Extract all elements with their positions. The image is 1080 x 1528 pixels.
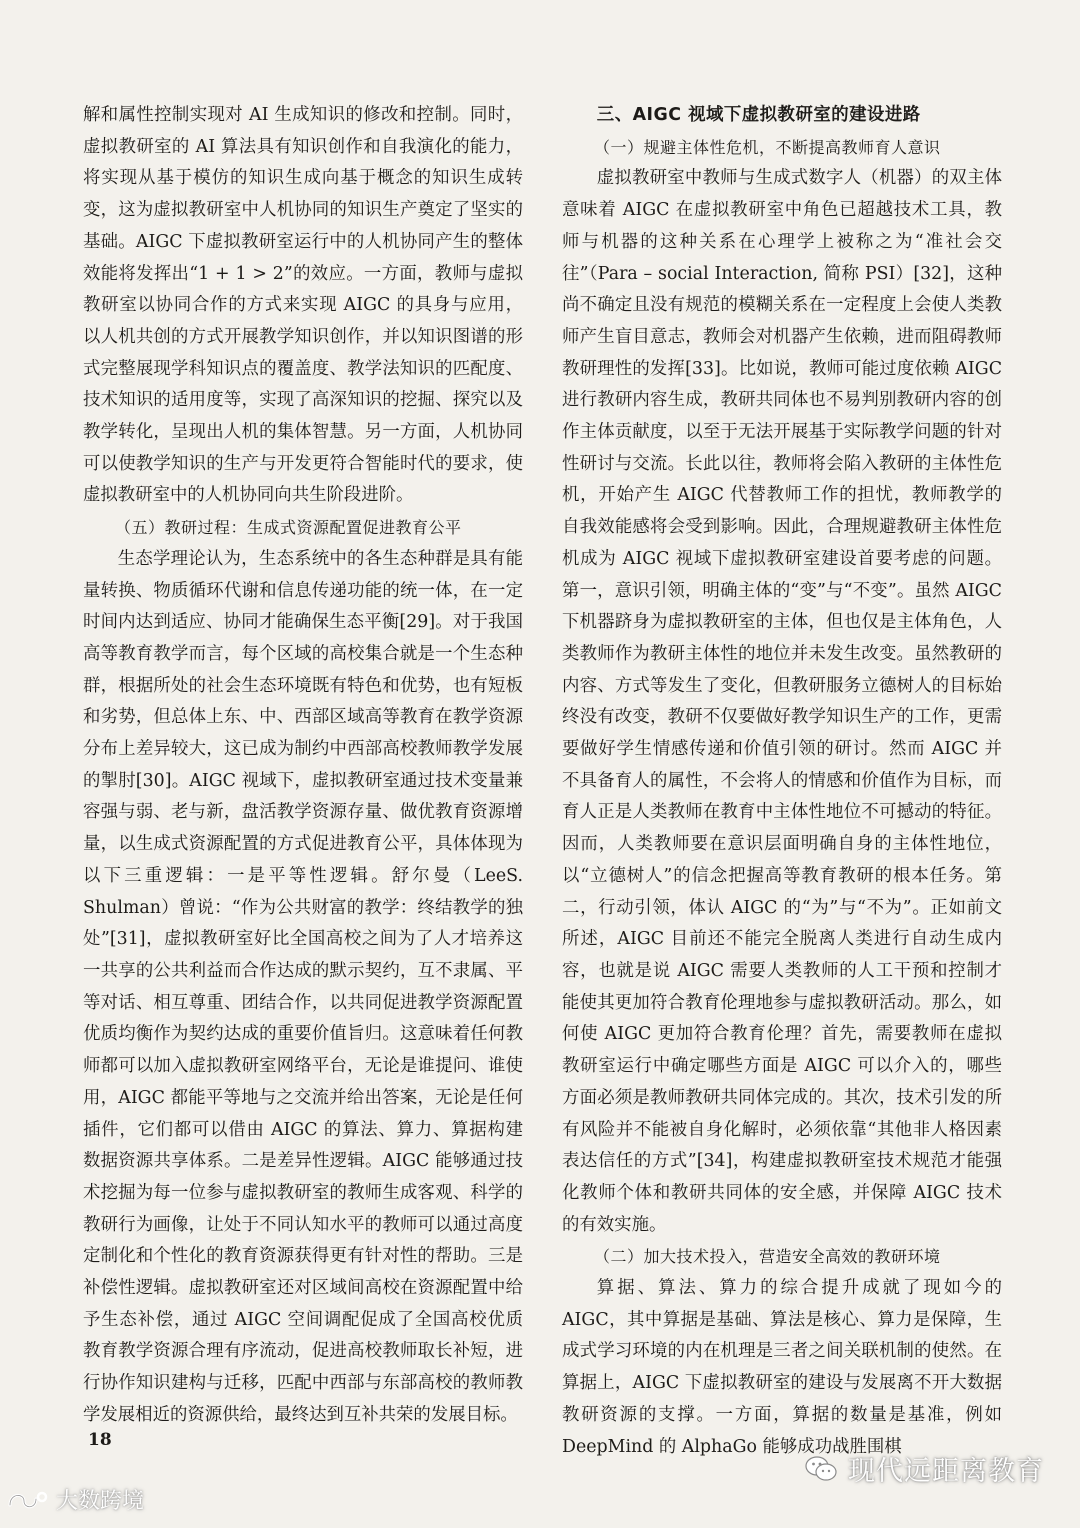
wechat-icon <box>804 1454 838 1484</box>
watermark-text: 大数跨境 <box>56 1489 145 1514</box>
section-heading: 三、AIGC 视域下虚拟教研室的建设进路 <box>596 105 921 125</box>
page-number: 18 <box>88 1430 112 1450</box>
section-subheading: （五）教研过程：生成式资源配置促进教育公平 <box>115 518 462 538</box>
section-subheading: （二）加大技术投入，营造安全高效的教研环境 <box>594 1247 941 1267</box>
left-column <box>83 100 523 1432</box>
section-subheading: （一）规避主体性危机，不断提高教师育人意识 <box>594 137 941 157</box>
paragraph: 解和属性控制实现对 AI 生成知识的修改和控制。同时，虚拟教研室的 AI 算法具有知识创作和自我演化的能力，将实现从基于模仿的知识生成向基于概念的知识生成转变，这为虚拟教研室中人机协同的知识生产奠定了坚实的基础。AIGC 下虚拟教研室运行中的人机协同产生的整体效能将发挥出“1 + 1 > 2”的效应。一方面，教师与虚拟教研室以协同合作的方式来实现 AIGC 的具身与应用，以人机共创的方式开展教学知识创作，并以知识图谱的形式完整展现学科知识点的覆盖度、教学法知识的匹配度、技术知识的适用度等，实现了高深知识的挖掘、探究以及教学转化，呈现出人机的集体智慧。另一方面，人机协同可以使教学知识的生产与开发更符合智能时代的要求，使虚拟教研室中的人机协同向共生阶段进阶。 <box>83 105 523 506</box>
brand-logo-icon <box>6 1487 50 1513</box>
watermark-text: 现代远距离教育 <box>848 1456 1044 1487</box>
wechat-watermark <box>804 1449 1044 1488</box>
paragraph: 虚拟教研室中教师与生成式数字人（机器）的双主体意味着 AIGC 在虚拟教研室中角色已超越技术工具，教师与机器的这种关系在心理学上被称之为“准社会交往”（Para – social Interaction, 简称 PSI）[32]，这种尚不确定且没有规范的模糊关系在一定程度上会使人类教师产生盲目意志，教师会对机器产生依赖，进而阻碍教师教研理性的发挥[33]。比如说，教师可能过度依赖 AIGC 进行教研内容生成，教研共同体也不易判别教研内容的创作主体贡献度，以至于无法开展基于实际教学问题的针对性研讨与交流。长此以往，教师将会陷入教研的主体性危机，开始产生 AIGC 代替教师工作的担忧，教师教学的自我效能感将会受到影响。因此，合理规避教研主体性危机成为 AIGC 视域下虚拟教研室建设首要考虑的问题。第一，意识引领，明确主体的“变”与“不变”。虽然 AIGC 下机器跻身为虚拟教研室的主体，但也仅是主体角色，人类教师作为教研主体性的地位并未发生改变。虽然教研的内容、方式等发生了变化，但教研服务立德树人的目标始终没有改变，教研不仅要做好教学知识生产的工作，更需要做好学生情感传递和价值引领的研讨。然而 AIGC 并不具备育人的属性，不会将人的情感和价值作为目标，而育人正是人类教师在教育中主体性地位不可撼动的特征。因而，人类教师要在意识层面明确自身的主体性地位，以“立德树人”的信念把握高等教育教研的根本任务。第二，行动引领，体认 AIGC 的“为”与“不为”。正如前文所述，AIGC 目前还不能完全脱离人类进行自动生成内容，也就是说 AIGC 需要人类教师的人工干预和控制才能使其更加符合教育伦理地参与虚拟教研活动。那么，如何使 AIGC 更加符合教育伦理？首先，需要教师在虚拟教研室运行中确定哪些方面是 AIGC 可以介入的，哪些方面必须是教师教研共同体完成的。其次，技术引发的所有风险并不能被自身化解时，必须依靠“其他非人格因素表达信任的方式”[34]，构建虚拟教研室技术规范才能强化教师个体和教研共同体的安全感，并保障 AIGC 技术的有效实施。 <box>562 168 1002 1235</box>
right-column <box>562 100 1002 1463</box>
brand-watermark <box>6 1484 144 1515</box>
paragraph: 生态学理论认为，生态系统中的各生态种群是具有能量转换、物质循环代谢和信息传递功能的统一体，在一定时间内达到适应、协同才能确保生态平衡[29]。对于我国高等教育教学而言，每个区域的高校集合就是一个生态种群，根据所处的社会生态环境既有特色和优势，也有短板和劣势，但总体上东、中、西部区域高等教育在教学资源分布上差异较大，这已成为制约中西部高校教师教学发展的掣肘[30]。AIGC 视域下，虚拟教研室通过技术变量兼容强与弱、老与新，盘活教学资源存量、做优教育资源增量，以生成式资源配置的方式促进教育公平，具体体现为以下三重逻辑：一是平等性逻辑。舒尔曼（LeeS. Shulman）曾说：“作为公共财富的教学：终结教学的独处”[31]，虚拟教研室好比全国高校之间为了人才培养这一共享的公共利益而合作达成的默示契约，互不隶属、平等对话、相互尊重、团结合作，以共同促进教学资源配置优质均衡作为契约达成的重要价值旨归。这意味着任何教师都可以加入虚拟教研室网络平台，无论是谁提问、谁使用，AIGC 都能平等地与之交流并给出答案，无论是任何插件，它们都可以借由 AIGC 的算法、算力、算据构建数据资源共享体系。二是差异性逻辑。AIGC 能够通过技术挖掘为每一位参与虚拟教研室的教师生成客观、科学的教研行为画像，让处于不同认知水平的教师可以通过高度定制化和个性化的教育资源获得更有针对性的帮助。三是补偿性逻辑。虚拟教研室还对区域间高校在资源配置中给予生态补偿，通过 AIGC 空间调配促成了全国高校优质教育教学资源合理有序流动，促进高校教师取长补短，进行协作知识建构与迁移，匹配中西部与东部高校的教师教学发展相近的资源供给，最终达到互补共荣的发展目标。 <box>83 548 523 1425</box>
paragraph: 算据、算法、算力的综合提升成就了现如今的 AIGC，其中算据是基础、算法是核心、算力是保障，生成式学习环境的内在机理是三者之间关联机制的使然。在算据上，AIGC 下虚拟教研室的建设与发展离不开大数据教研资源的支撑。一方面，算据的数量是基准，例如 DeepMind 的 AlphaGo 能够成功战胜围棋 <box>562 1278 1002 1457</box>
